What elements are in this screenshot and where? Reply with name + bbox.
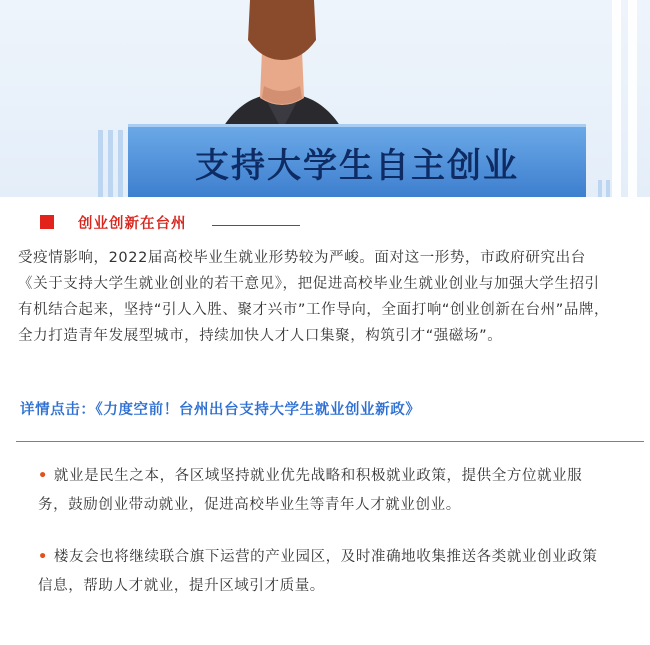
bullet-dot-icon: • <box>38 549 48 565</box>
bullet-item <box>38 543 638 601</box>
bullet-dot-icon: • <box>38 468 48 484</box>
paragraph-line: 《关于支持大学生就业创业的若干意见》，把促进高校毕业生就业创业与加强大学生招引 <box>18 276 600 292</box>
decor-stripes-right <box>596 180 616 197</box>
intro-paragraph <box>18 245 638 349</box>
banner-title: 支持大学生自主创业 <box>195 146 519 186</box>
bullet-line: 楼友会也将继续联合旗下运营的产业园区，及时准确地收集推送各类就业创业政策 <box>53 549 598 565</box>
divider <box>16 441 644 442</box>
paragraph-line: 受疫情影响，2022届高校毕业生就业形势较为严峻。面对这一形势，市政府研究出台 <box>18 250 586 266</box>
section-title: 创业创新在台州 <box>78 216 187 232</box>
banner-decor-bar <box>612 0 621 197</box>
decor-stripes-left <box>96 130 126 197</box>
paragraph-line: 有机结合起来，坚持“引人入胜、聚才兴市”工作导向，全面打响“创业创新在台州”品牌， <box>18 302 610 318</box>
bullet-line: 就业是民生之本，各区域坚持就业优先战略和积极就业政策，提供全方位就业服 <box>53 468 583 484</box>
header-banner <box>0 0 650 197</box>
red-square-icon <box>40 215 54 229</box>
bullet-line: 信息，帮助人才就业，提升区域引才质量。 <box>38 578 325 594</box>
heading-underline <box>212 225 300 226</box>
bullet-line: 务，鼓励创业带动就业，促进高校毕业生等青年人才就业创业。 <box>38 497 461 513</box>
detail-link[interactable]: 详情点击：《力度空前！台州出台支持大学生就业创业新政》 <box>20 402 421 418</box>
paragraph-line: 全力打造青年发展型城市，持续加快人才人口集聚，构筑引才“强磁场”。 <box>18 328 503 344</box>
banner-decor-bar <box>628 0 637 197</box>
bullet-item <box>38 462 638 520</box>
